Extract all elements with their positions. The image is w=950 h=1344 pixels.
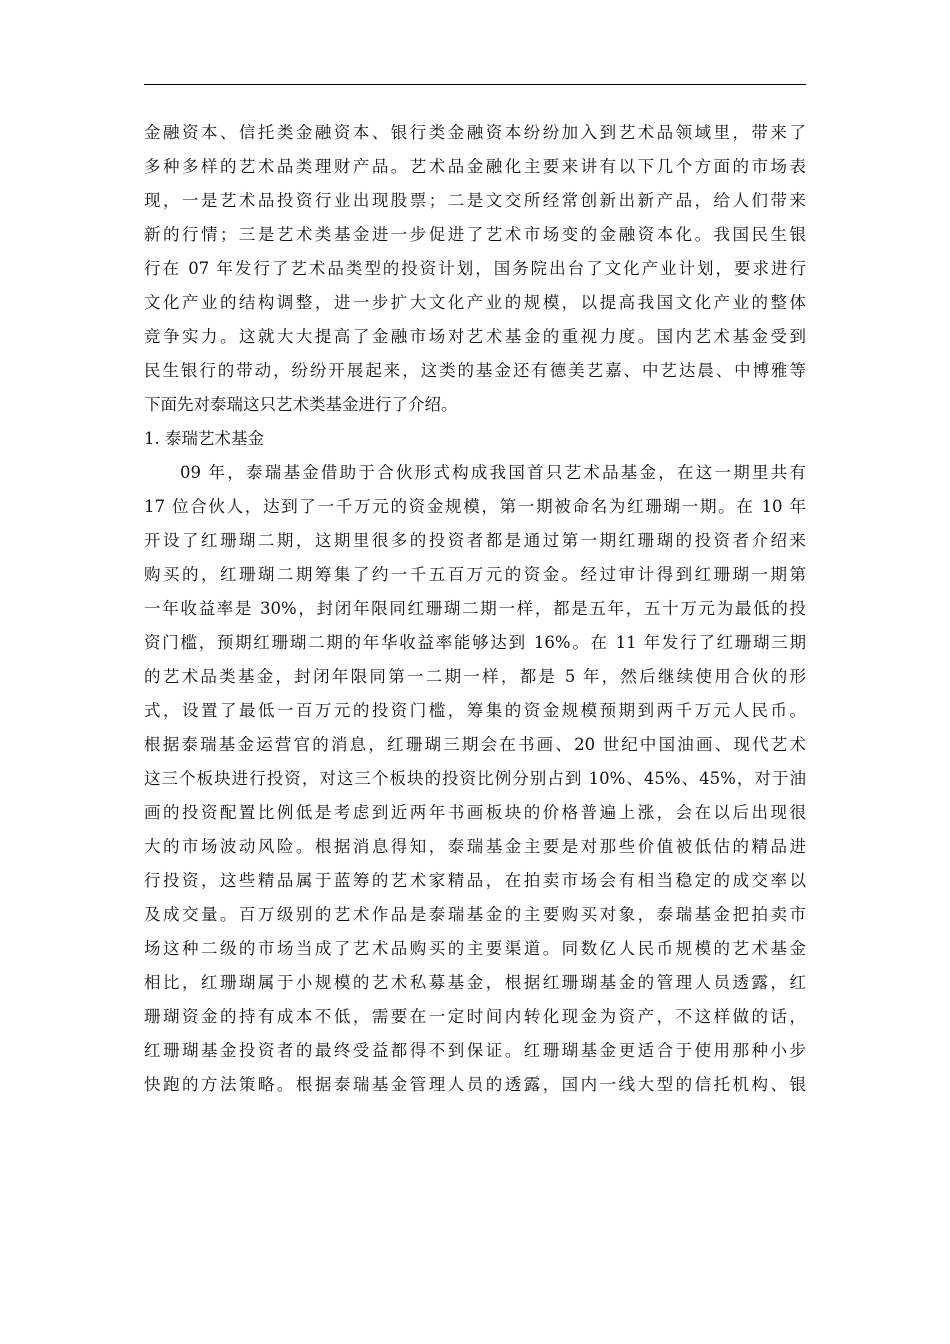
text-line: 式，设置了最低一百万元的投资门槛，筹集的资金规模预期到两千万元人民币。 <box>144 701 806 720</box>
text-line: 红珊瑚基金投资者的最终受益都得不到保证。红珊瑚基金更适合于使用那种小步 <box>144 1041 806 1060</box>
text-line: 17 位合伙人，达到了一千万元的资金规模，第一期被命名为红珊瑚一期。在 10 年 <box>144 497 806 516</box>
text-line: 民生银行的带动，纷纷开展起来，这类的基金还有德美艺嘉、中艺达晨、中博雅等 <box>144 361 806 380</box>
text-line: 金融资本、信托类金融资本、银行类金融资本纷纷加入到艺术品领域里，带来了 <box>144 123 806 142</box>
text-line: 下面先对泰瑞这只艺术类基金进行了介绍。 <box>144 395 458 414</box>
text-line: 及成交量。百万级别的艺术作品是泰瑞基金的主要购买对象，泰瑞基金把拍卖市 <box>144 905 806 924</box>
text-line: 现，一是艺术品投资行业出现股票；二是文交所经常创新出新产品，给人们带来 <box>144 191 806 210</box>
text-line: 这三个板块进行投资，对这三个板块的投资比例分别占到 10%、45%、45%，对于油 <box>144 769 806 788</box>
text-line: 多种多样的艺术品类理财产品。艺术品金融化主要来讲有以下几个方面的市场表 <box>144 157 806 176</box>
text-line: 资门槛，预期红珊瑚二期的年华收益率能够达到 16%。在 11 年发行了红珊瑚三期 <box>144 633 806 652</box>
text-line: 行在 07 年发行了艺术品类型的投资计划，国务院出台了文化产业计划，要求进行 <box>144 259 806 278</box>
text-line: 画的投资配置比例低是考虑到近两年书画板块的价格普遍上涨，会在以后出现很 <box>144 803 806 822</box>
text-line: 相比，红珊瑚属于小规模的艺术私募基金，根据红珊瑚基金的管理人员透露，红 <box>144 973 806 992</box>
text-line: 大的市场波动风险。根据消息得知，泰瑞基金主要是对那些价值被低估的精品进 <box>144 837 806 856</box>
body-text <box>144 116 806 1102</box>
text-line: 开设了红珊瑚二期，这期里很多的投资者都是通过第一期红珊瑚的投资者介绍来 <box>144 531 806 550</box>
text-line: 珊瑚资金的持有成本不低，需要在一定时间内转化现金为资产，不这样做的话， <box>144 1007 806 1026</box>
text-line: 的艺术品类基金，封闭年限同第一二期一样，都是 5 年，然后继续使用合伙的形 <box>144 667 806 686</box>
text-line: 购买的，红珊瑚二期筹集了约一千五百万元的资金。经过审计得到红珊瑚一期第 <box>144 565 806 584</box>
text-line: 根据泰瑞基金运营官的消息，红珊瑚三期会在书画、20 世纪中国油画、现代艺术 <box>144 735 806 754</box>
header-rule <box>144 84 806 85</box>
text-line: 文化产业的结构调整，进一步扩大文化产业的规模，以提高我国文化产业的整体 <box>144 293 806 312</box>
text-line: 09 年，泰瑞基金借助于合伙形式构成我国首只艺术品基金，在这一期里共有 <box>180 463 806 482</box>
text-line: 行投资，这些精品属于蓝筹的艺术家精品，在拍卖市场会有相当稳定的成交率以 <box>144 871 806 890</box>
text-line: 竞争实力。这就大大提高了金融市场对艺术基金的重视力度。国内艺术基金受到 <box>144 327 806 346</box>
text-line: 新的行情；三是艺术类基金进一步促进了艺术市场变的金融资本化。我国民生银 <box>144 225 806 244</box>
section-heading: 1. 泰瑞艺术基金 <box>144 429 264 448</box>
text-line: 一年收益率是 30%，封闭年限同红珊瑚二期一样，都是五年，五十万元为最低的投 <box>144 599 806 618</box>
text-line: 场这种二级的市场当成了艺术品购买的主要渠道。同数亿人民币规模的艺术基金 <box>144 939 806 958</box>
text-line: 快跑的方法策略。根据泰瑞基金管理人员的透露，国内一线大型的信托机构、银 <box>144 1075 806 1094</box>
